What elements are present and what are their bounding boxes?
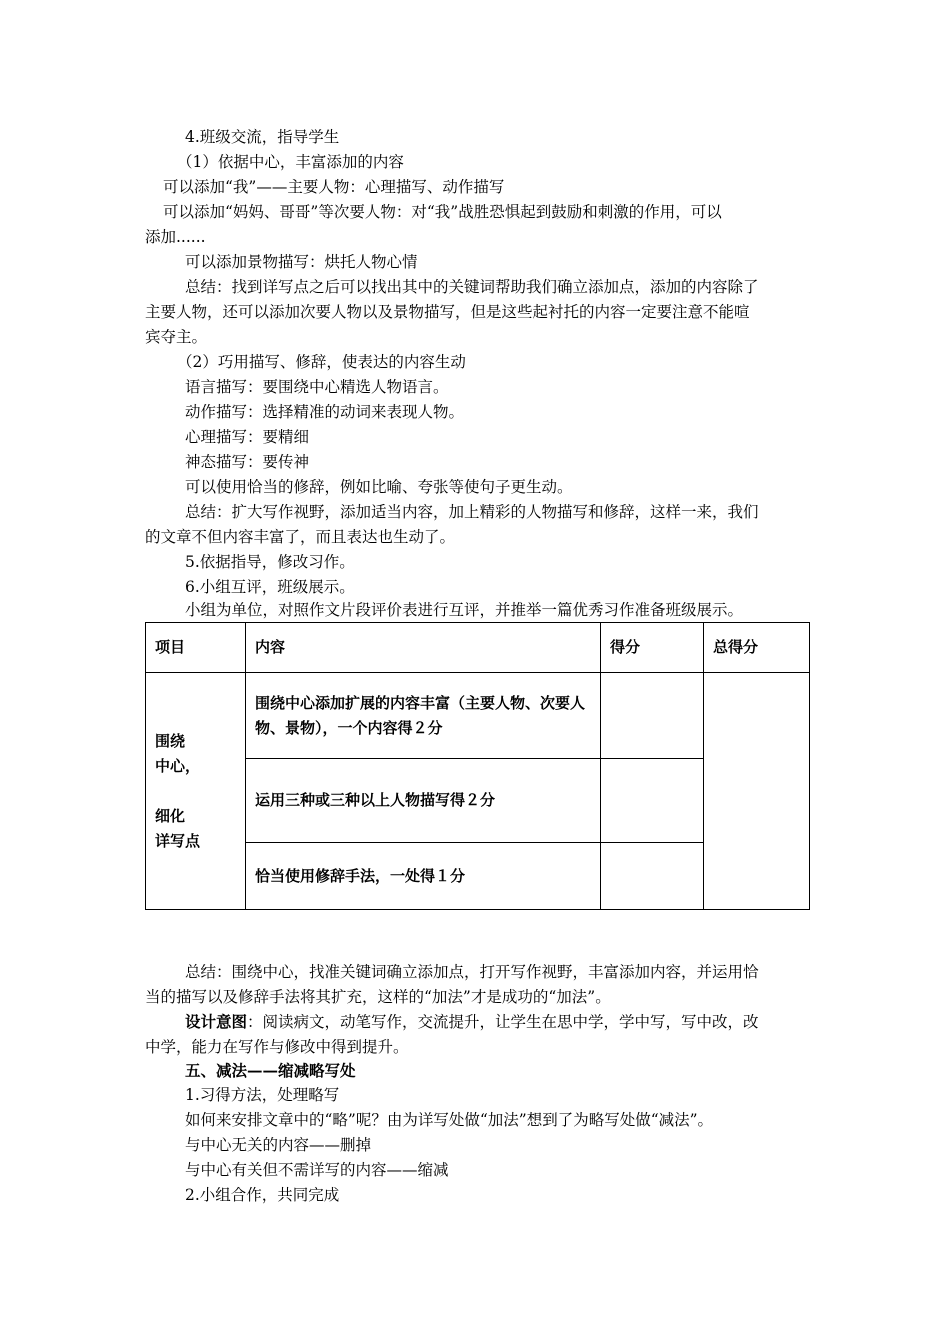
- line-add-family-b: 添加......: [145, 228, 206, 246]
- line-summary-1b: 主要人物，还可以添加次要人物以及景物描写，但是这些起衬托的内容一定要注意不能喧: [145, 303, 750, 321]
- item-line: 中心，: [155, 756, 201, 775]
- line-summary-3b: 当的描写以及修辞手法将其扩充，这样的“加法”才是成功的“加法”。: [145, 988, 611, 1006]
- line-summary-1a: 总结：找到详写点之后可以找出其中的关键词帮助我们确立添加点，添加的内容除了: [185, 278, 759, 296]
- item-cell: [146, 673, 246, 910]
- table-row: [146, 673, 810, 759]
- line-reduce: 与中心有关但不需详写的内容——缩减: [185, 1161, 449, 1179]
- line-summary-3a: 总结：围绕中心，找准关键词确立添加点，打开写作视野，丰富添加内容，并运用恰: [185, 963, 759, 981]
- line-design-intent-b: 中学，能力在写作与修改中得到提升。: [145, 1038, 409, 1056]
- evaluation-table: [145, 622, 810, 910]
- line-add-family-a: 可以添加“妈妈、哥哥”等次要人物：对“我”战胜恐惧起到鼓励和刺激的作用，可以: [163, 203, 722, 221]
- line-revise: 5.依据指导，修改习作。: [185, 553, 355, 571]
- content-cell: 围绕中心添加扩展的内容丰富（主要人物、次要人物、景物），一个内容得２分: [246, 673, 601, 759]
- line-group-work: 2.小组合作，共同完成: [185, 1186, 340, 1204]
- design-intent-text: ：阅读病文，动笔写作，交流提升，让学生在思中学，学中写，写中改，改: [247, 1013, 759, 1031]
- line-summary-1c: 宾夺主。: [145, 328, 208, 346]
- design-intent-label: 设计意图: [185, 1012, 248, 1031]
- content-cell: 恰当使用修辞手法，一处得１分: [246, 843, 601, 910]
- table-header-row: [146, 623, 810, 673]
- line-rhetoric: 可以使用恰当的修辞，例如比喻、夸张等使句子更生动。: [185, 478, 573, 496]
- line-subheading-2: （2）巧用描写、修辞，使表达的内容生动: [177, 353, 466, 371]
- line-delete: 与中心无关的内容——删掉: [185, 1136, 372, 1154]
- item-line: 详写点: [155, 831, 201, 850]
- header-item: 项目: [146, 623, 246, 673]
- header-score: 得分: [601, 623, 704, 673]
- item-line: 围绕: [155, 731, 186, 750]
- line-subheading-1: （1）依据中心，丰富添加的内容: [177, 153, 404, 171]
- line-add-scenery: 可以添加景物描写：烘托人物心情: [185, 253, 418, 271]
- score-cell[interactable]: [601, 673, 704, 759]
- line-class-exchange: 4.班级交流，指导学生: [185, 128, 340, 146]
- line-group-instruction: 小组为单位，对照作文片段评价表进行互评，并推举一篇优秀习作准备班级展示。: [185, 601, 744, 619]
- content-cell: 运用三种或三种以上人物描写得２分: [246, 759, 601, 843]
- line-expression-desc: 神态描写：要传神: [185, 453, 310, 471]
- line-design-intent-a: [185, 1012, 759, 1032]
- score-cell[interactable]: [601, 759, 704, 843]
- line-add-me: 可以添加“我”——主要人物：心理描写、动作描写: [163, 178, 505, 196]
- line-peer-review: 6.小组互评，班级展示。: [185, 578, 355, 596]
- line-speech-desc: 语言描写：要围绕中心精选人物语言。: [185, 378, 449, 396]
- item-spacer: [155, 779, 236, 804]
- score-cell[interactable]: [601, 843, 704, 910]
- section-heading-subtraction: 五、减法——缩减略写处: [185, 1061, 356, 1080]
- header-content: 内容: [246, 623, 601, 673]
- line-action-desc: 动作描写：选择精准的动词来表现人物。: [185, 403, 465, 421]
- line-mind-desc: 心理描写：要精细: [185, 428, 310, 446]
- total-score-cell[interactable]: [704, 673, 810, 910]
- header-total: 总得分: [704, 623, 810, 673]
- line-how-arrange: 如何来安排文章中的“略”呢？由为详写处做“加法”想到了为略写处做“减法”。: [185, 1111, 714, 1129]
- line-summary-2a: 总结：扩大写作视野，添加适当内容，加上精彩的人物描写和修辞，这样一来，我们: [185, 503, 759, 521]
- line-summary-2b: 的文章不但内容丰富了，而且表达也生动了。: [145, 528, 456, 546]
- line-learn-method: 1.习得方法，处理略写: [185, 1086, 340, 1104]
- item-line: 细化: [155, 806, 186, 825]
